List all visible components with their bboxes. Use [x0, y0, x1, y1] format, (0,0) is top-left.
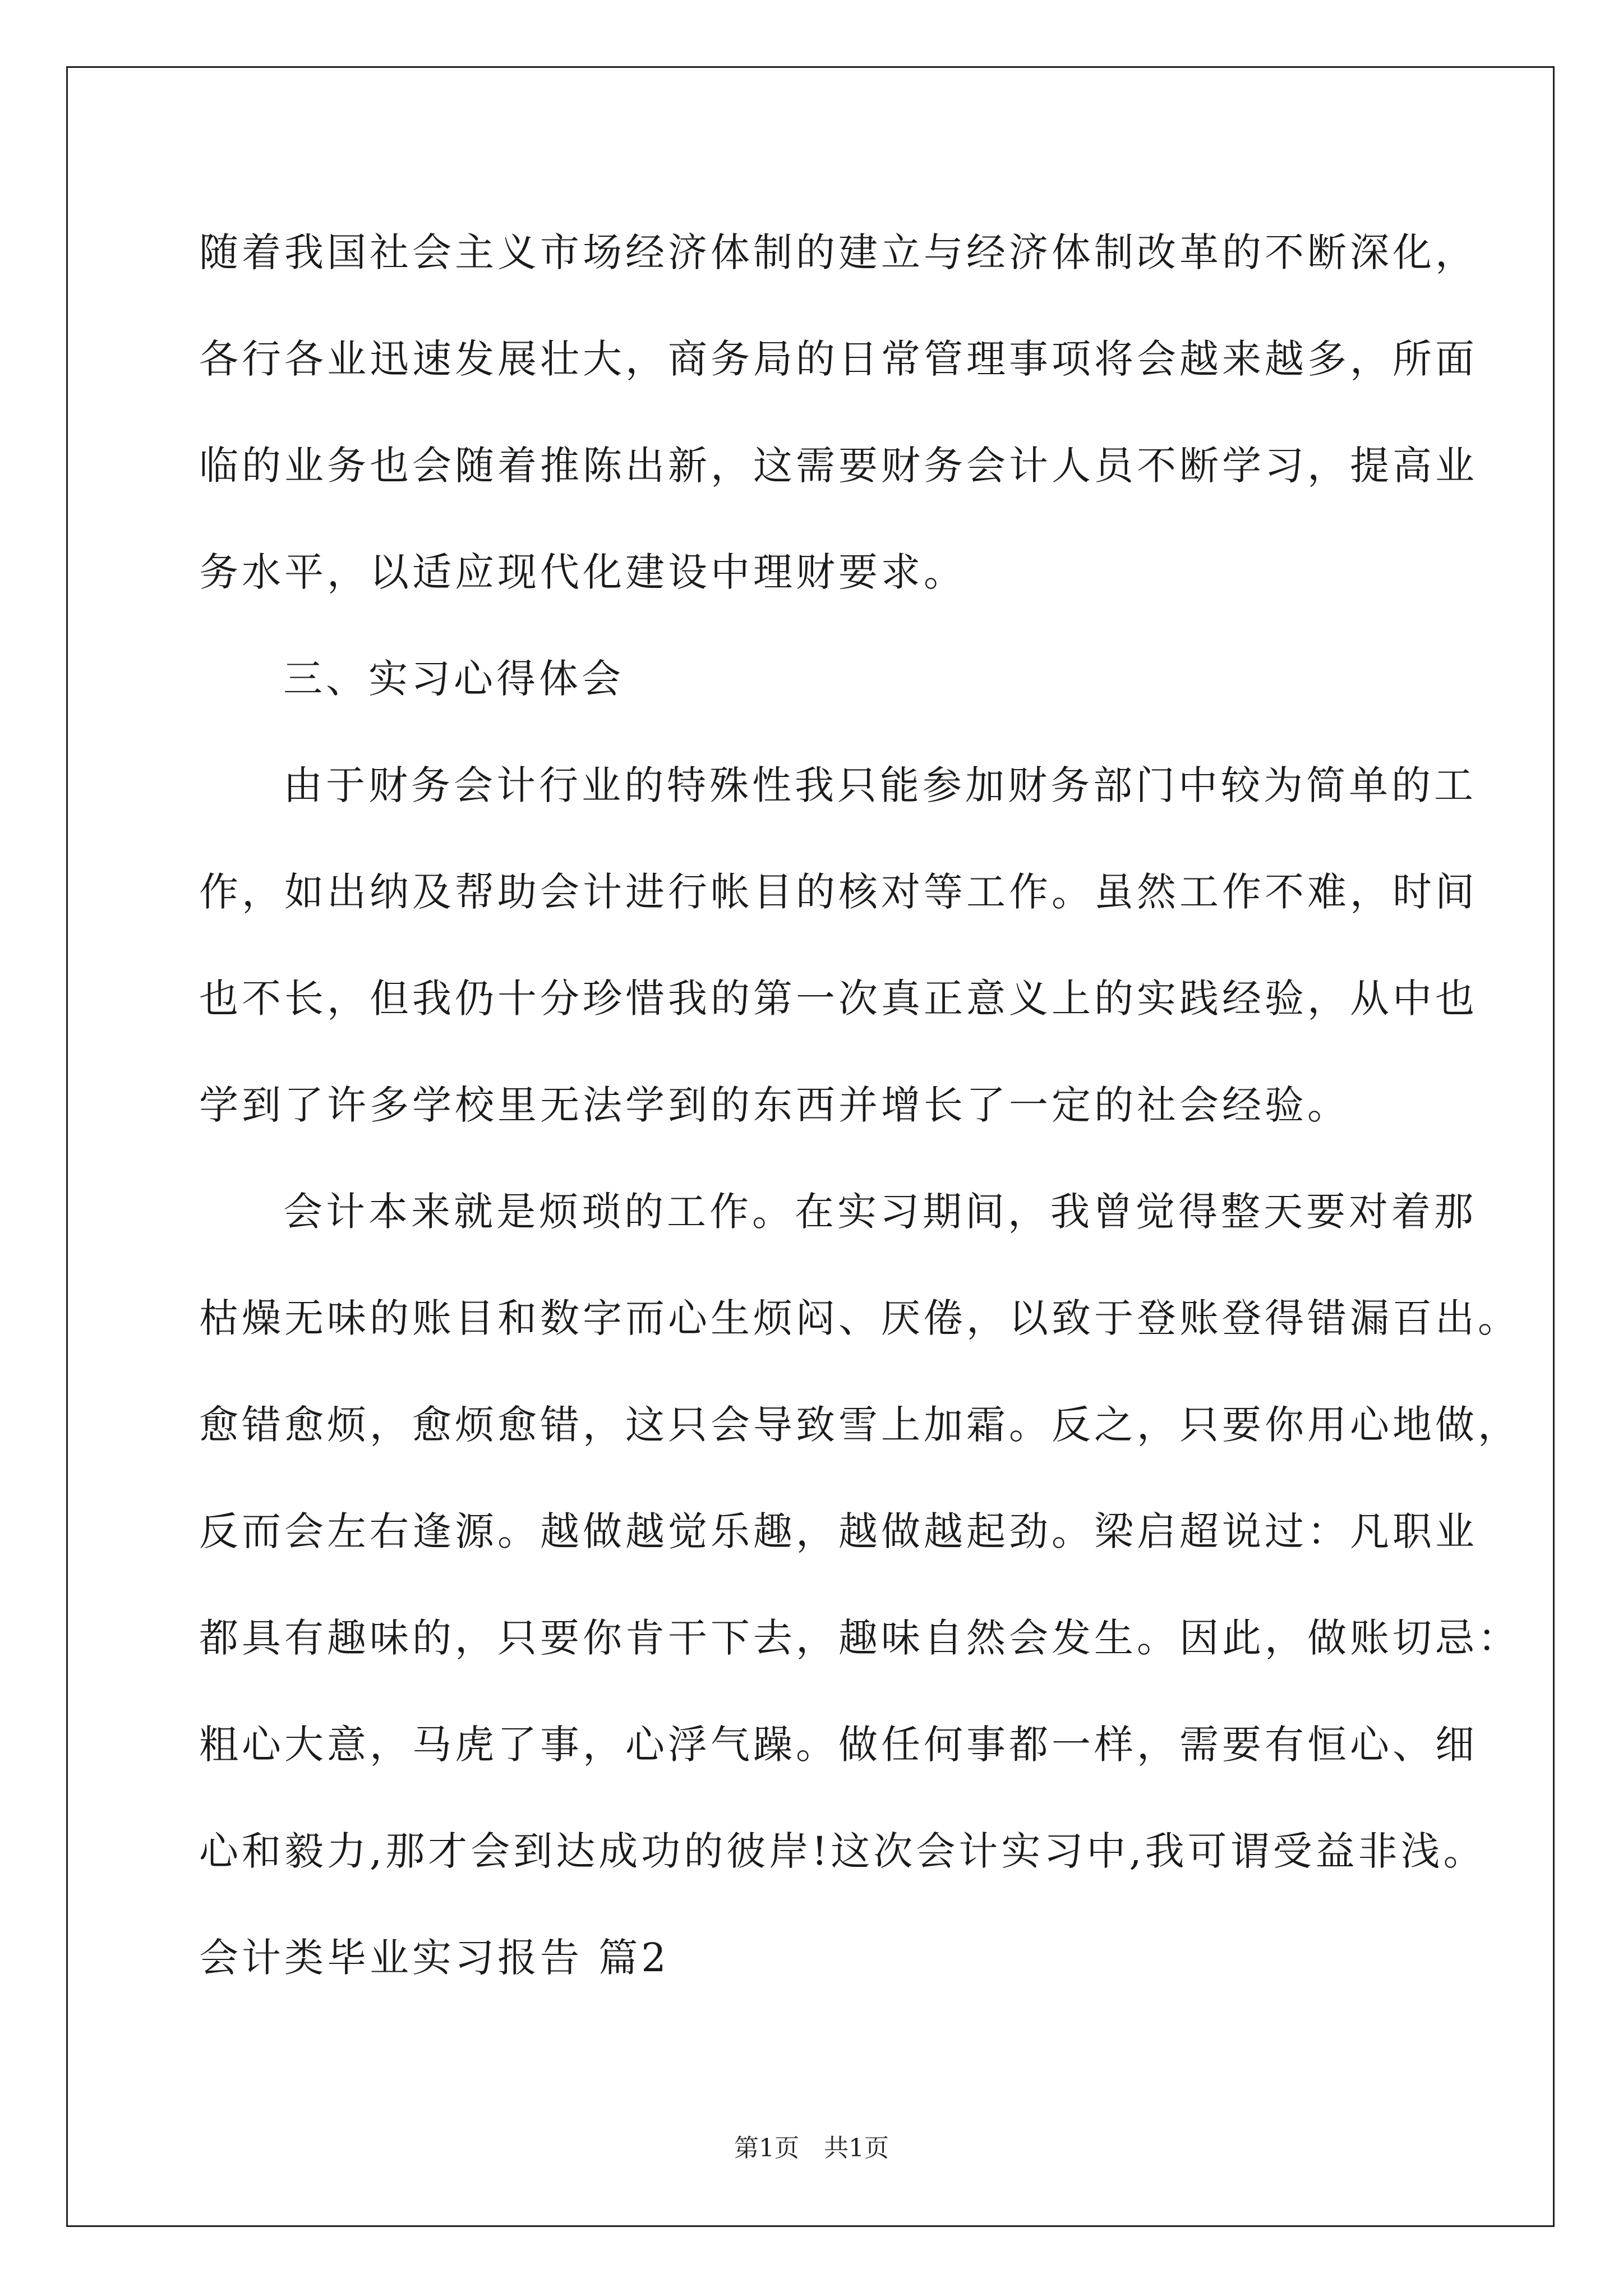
text-line-4: 务水平，以适应现代化建设中理财要求。: [199, 549, 966, 595]
report-title-part-2: 会计类毕业实习报告 篇2: [199, 1935, 670, 1981]
text-line-14: 都具有趣味的，只要你肯干下去，趣味自然会发生。因此，做账切忌：: [199, 1615, 1520, 1661]
text-line-12: 愈错愈烦，愈烦愈错，这只会导致雪上加霜。反之，只要你用心地做，: [199, 1402, 1520, 1448]
text-line-13: 反而会左右逢源。越做越觉乐趣，越做越起劲。梁启超说过：凡职业: [199, 1508, 1478, 1554]
text-line-3: 临的业务也会随着推陈出新，这需要财务会计人员不断学习，提高业: [199, 443, 1478, 489]
page-footer: [0, 2132, 1623, 2165]
text-line-8: 也不长，但我仍十分珍惜我的第一次真正意义上的实践经验，从中也: [199, 976, 1478, 1022]
text-line-6: 由于财务会计行业的特殊性我只能参加财务部门中较为简单的工: [283, 762, 1477, 808]
page-number: 第1页 共1页: [734, 2134, 889, 2162]
section-heading: 三、实习心得体会: [283, 656, 624, 702]
text-line-7: 作，如出纳及帮助会计进行帐目的核对等工作。虽然工作不难，时间: [199, 869, 1478, 915]
text-line-10: 会计本来就是烦琐的工作。在实习期间，我曾觉得整天要对着那: [283, 1189, 1477, 1235]
text-line-1: 随着我国社会主义市场经济体制的建立与经济体制改革的不断深化，: [199, 229, 1478, 275]
text-line-15: 粗心大意，马虎了事，心浮气躁。做任何事都一样，需要有恒心、细: [199, 1722, 1478, 1768]
text-line-11: 枯燥无味的账目和数字而心生烦闷、厌倦，以致于登账登得错漏百出。: [199, 1295, 1520, 1341]
text-line-2: 各行各业迅速发展壮大，商务局的日常管理事项将会越来越多，所面: [199, 336, 1478, 382]
document-body: [199, 199, 1520, 2011]
text-line-16: 心和毅力,那才会到达成功的彼岸!这次会计实习中,我可谓受益非浅。: [199, 1828, 1486, 1874]
text-line-9: 学到了许多学校里无法学到的东西并增长了一定的社会经验。: [199, 1082, 1350, 1128]
